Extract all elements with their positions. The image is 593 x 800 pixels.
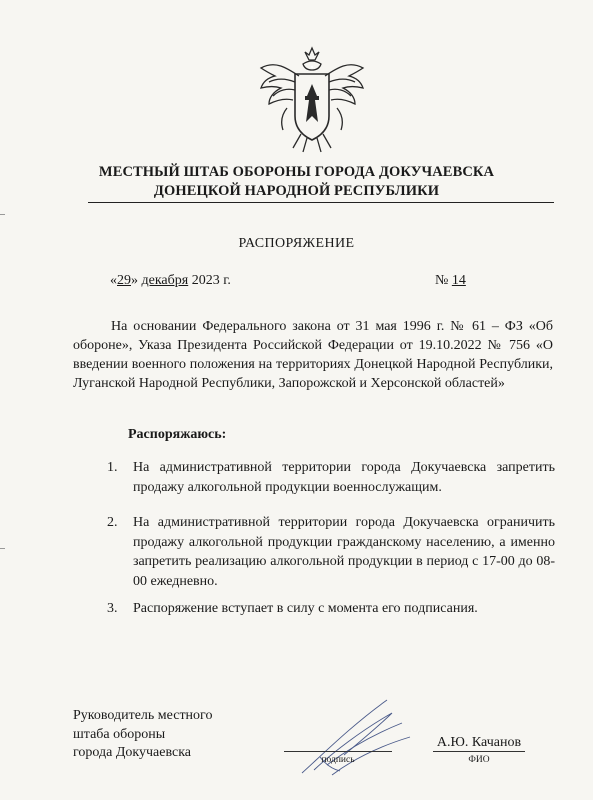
order-item-number: 3.	[107, 601, 118, 616]
number-value: 14	[451, 273, 466, 288]
order-item-3	[73, 599, 555, 619]
date-day: 29	[117, 273, 131, 288]
decision-heading: Распоряжаюсь:	[128, 427, 227, 442]
margin-tick	[0, 548, 5, 549]
date-month: декабря	[141, 273, 189, 288]
date-year: 2023 г.	[188, 273, 231, 288]
order-item-2	[73, 513, 555, 591]
organization-name	[0, 163, 593, 201]
signatory-position-line2: штаба обороны	[73, 726, 166, 742]
order-item-number: 1.	[107, 460, 118, 475]
name-line	[433, 751, 525, 752]
document-type: РАСПОРЯЖЕНИЕ	[238, 236, 355, 251]
order-item-1	[73, 458, 555, 497]
header-divider	[88, 202, 554, 203]
order-item-text: Распоряжение вступает в силу с момента его подписания.	[133, 601, 478, 616]
order-item-text: На административной территории города Докучаевска ограничить продажу алкогольной продукции гражданскому населению, а именно запретить реализацию алкогольной продукции в период с 17-00 до 08-00 ежедневно.	[133, 515, 555, 589]
signature-caption: подпись	[321, 755, 355, 765]
organization-name-line1: МЕСТНЫЙ ШТАБ ОБОРОНЫ ГОРОДА ДОКУЧАЕВСКА	[98, 164, 495, 180]
order-item-text: На административной территории города Докучаевска запретить продажу алкогольной продукции военнослужащим.	[133, 460, 555, 495]
document-date	[110, 273, 231, 289]
document-number	[435, 273, 466, 289]
signature-line	[284, 751, 392, 752]
handwritten-signature	[292, 695, 417, 780]
number-prefix: №	[435, 273, 452, 288]
date-open-quote: «	[110, 273, 117, 288]
signatory-position-line1: Руководитель местного	[73, 708, 213, 723]
coat-of-arms-emblem	[257, 38, 367, 156]
signatory-name: А.Ю. Качанов	[436, 735, 522, 750]
margin-tick	[0, 214, 5, 215]
organization-name-line2: ДОНЕЦКОЙ НАРОДНОЙ РЕСПУБЛИКИ	[153, 183, 440, 199]
signatory-position	[73, 707, 212, 763]
name-caption: ФИО	[468, 755, 490, 765]
legal-basis-paragraph: На основании Федерального закона от 31 мая 1996 г. № 61 – ФЗ «Об обороне», Указа Президента Российской Федерации от 19.10.2022 № 756 «О введении военного положения на территориях Донецкой Народной Республики, Луганской Народной Республики, Запорожской и Херсонской областей»	[73, 319, 553, 391]
order-item-number: 2.	[107, 515, 118, 530]
date-close-quote: »	[131, 273, 142, 288]
signatory-position-line3: города Докучаевска	[73, 745, 191, 760]
